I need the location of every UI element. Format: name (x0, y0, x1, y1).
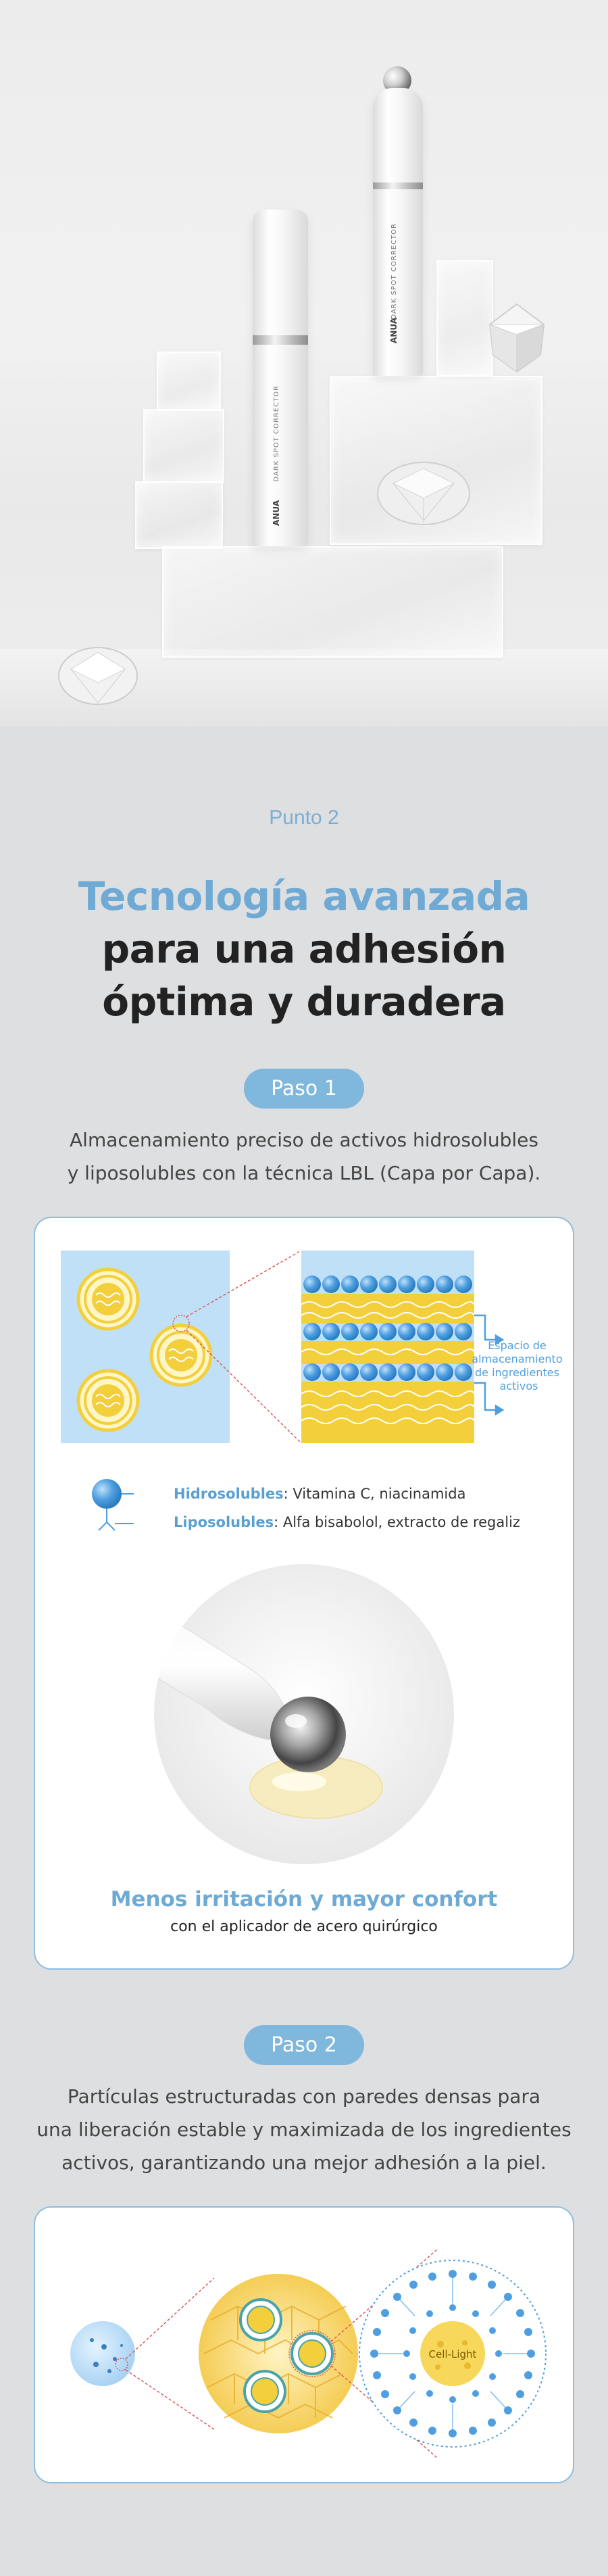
tube-metal-band (253, 335, 308, 345)
acrylic-block-left-small (143, 409, 224, 483)
callout-line: de ingredientes (474, 1366, 559, 1379)
legend-term: Hidrosolubles (174, 1486, 284, 1502)
crystal-gem-right (476, 297, 557, 379)
legend-detail: : Alfa bisabolol, extracto de regaliz (274, 1514, 520, 1530)
steel-roller-ball (270, 1697, 346, 1772)
step-2-desc-line-3: activos, garantizando una mejor adhesión a la piel. (61, 2152, 547, 2174)
headline-accent: Tecnología avanzada (78, 873, 530, 919)
liposome-mini (240, 2300, 281, 2340)
step-1-badge: Paso 1 (244, 1069, 364, 1109)
point-label: Punto 2 (269, 806, 339, 829)
legend-term: Liposolubles (174, 1514, 274, 1530)
core-label: Cell-Light (428, 2348, 477, 2360)
comfort-subtitle: con el aplicador de acero quirúrgico (170, 1918, 438, 1935)
tube-product-label: DARK SPOT CORRECTOR (390, 223, 398, 320)
acrylic-block-back-left (157, 351, 221, 411)
lipid-band (301, 1382, 474, 1443)
legend-liposoluble (174, 1514, 520, 1530)
droplet-small (70, 2321, 135, 2386)
tube-metal-band (373, 183, 423, 189)
callout-line: activos (499, 1380, 538, 1392)
headline-line-2: para una adhesión (101, 926, 507, 972)
callout-line: Espacio de (488, 1339, 547, 1352)
step-2 (0, 2025, 608, 2179)
step-1-desc-line-1: Almacenamiento preciso de activos hidrosolubles (70, 1129, 538, 1151)
point-section (0, 727, 608, 1190)
acrylic-block-base-wide (162, 546, 503, 658)
product-tube-left (253, 210, 308, 546)
section-headline (0, 870, 608, 1028)
sphere-row (303, 1275, 472, 1293)
step-1 (0, 1069, 608, 1190)
step-1-desc-line-2: y liposolubles con la técnica LBL (Capa por Capa). (67, 1162, 541, 1184)
step-2-card (34, 2206, 574, 2483)
applicator-photo (154, 1564, 454, 1864)
comfort-title: Menos irritación y mayor confort (110, 1887, 498, 1912)
lbl-particle (78, 1371, 138, 1430)
acrylic-block-left-mid (135, 481, 223, 549)
crystal-gem-left (54, 642, 142, 710)
product-tube-right (373, 88, 423, 376)
lbl-particle (78, 1269, 138, 1329)
liposome-mini (292, 2333, 332, 2374)
legend-hydrosoluble (174, 1486, 465, 1502)
step-1-card (34, 1217, 574, 1970)
step-2-description (0, 2080, 608, 2179)
sphere-row (303, 1323, 472, 1340)
particle-structure-diagram (62, 2232, 549, 2462)
water-layers (301, 1275, 474, 1443)
sphere-row (303, 1363, 472, 1381)
tube-product-label: DARK SPOT CORRECTOR (273, 385, 280, 482)
tube-brand-label: ANUA (389, 318, 399, 343)
tube-brand-label: ANUA (272, 500, 281, 526)
lipid-band (301, 1294, 474, 1323)
callout-line: almacenamiento (472, 1353, 563, 1365)
headline-line-3: óptima y duradera (102, 979, 506, 1025)
step-1-description (0, 1123, 608, 1190)
liposome-mini (245, 2371, 285, 2412)
step-2-desc-line-1: Partículas estructuradas con paredes densas para (67, 2085, 541, 2108)
crystal-gem-middle (373, 456, 474, 531)
page-bottom-spacer (0, 2483, 608, 2550)
lbl-diagram (61, 1250, 563, 1447)
step-2-desc-line-2: una liberación estable y maximizada de los ingredientes (36, 2118, 572, 2141)
step-2-badge: Paso 2 (244, 2025, 364, 2065)
droplet-matrix (199, 2274, 358, 2433)
molecule-legend-icon (86, 1475, 134, 1536)
legend-detail: : Vitamina C, niacinamida (283, 1486, 466, 1502)
hero-product-photo (0, 0, 608, 727)
